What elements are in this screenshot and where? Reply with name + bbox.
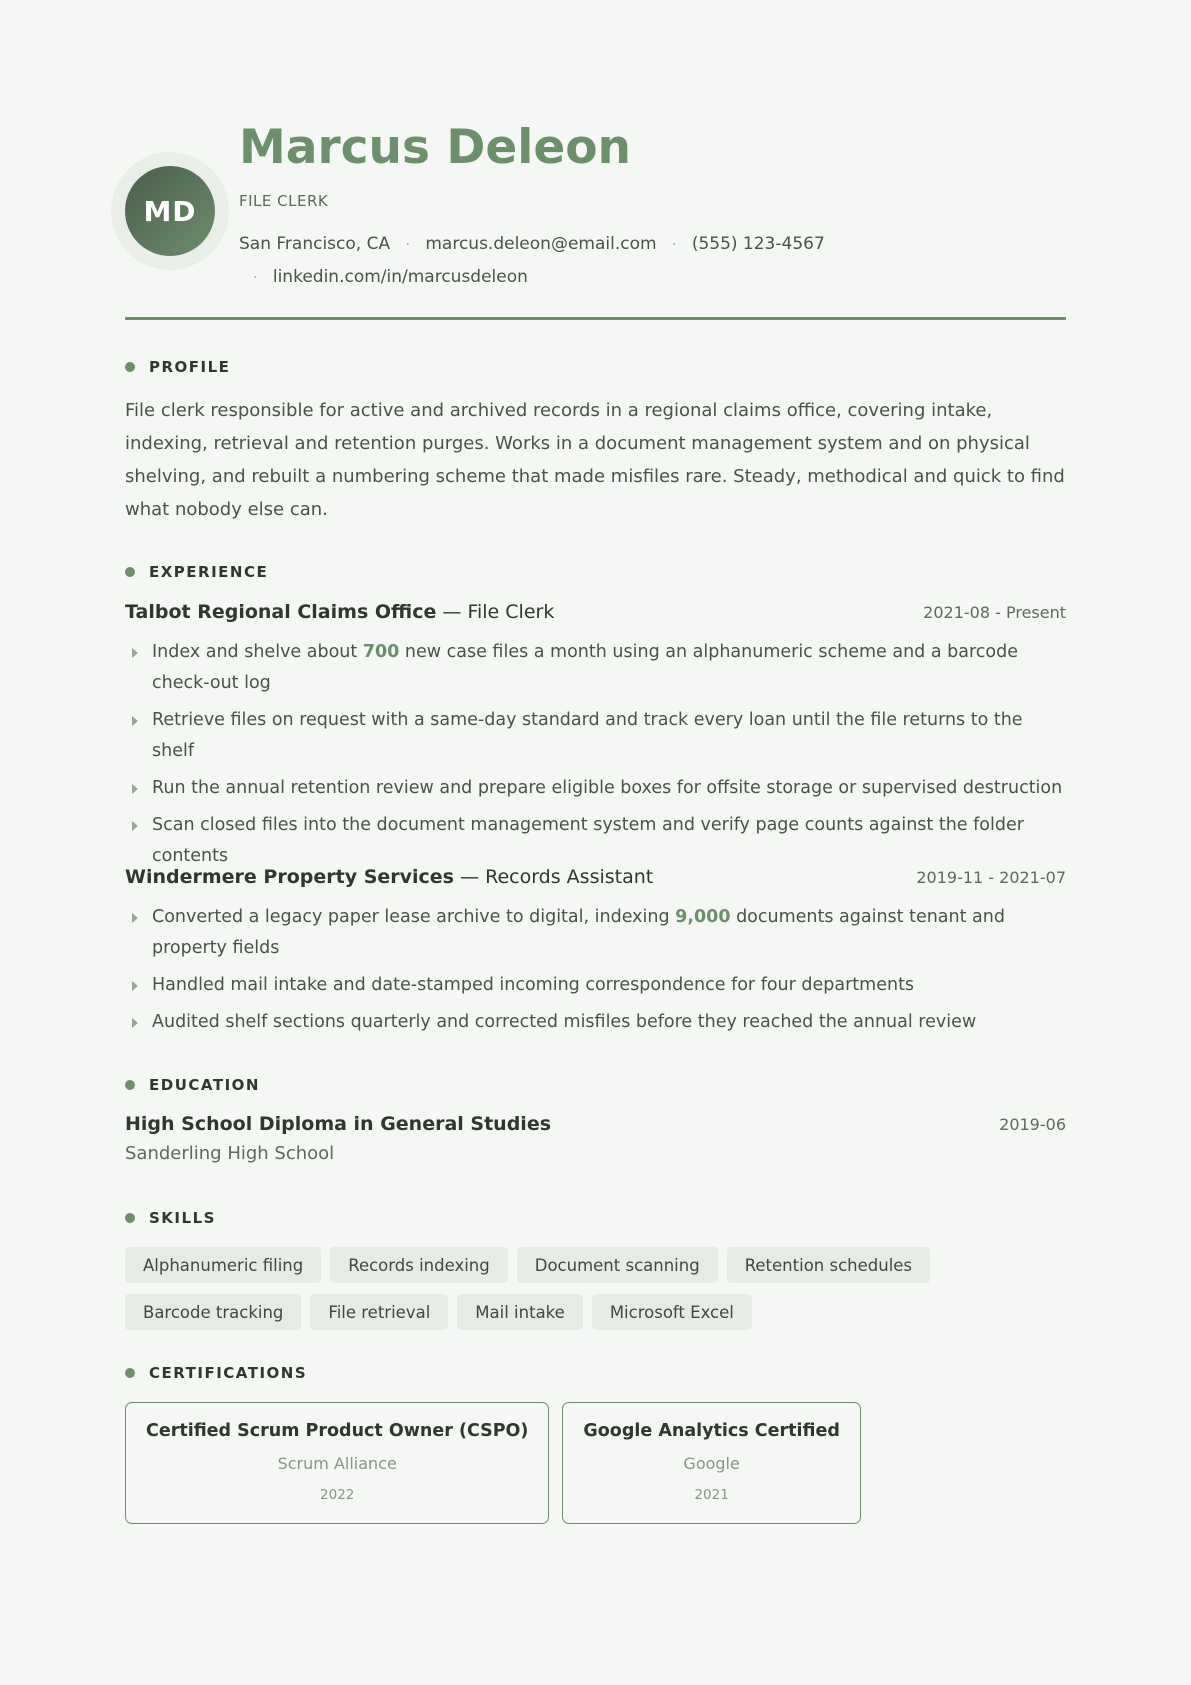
bullet-text: Index and shelve about (152, 642, 363, 662)
contact-phone: (555) 123-4567 (691, 234, 825, 254)
section-title-text: SKILLS (149, 1209, 216, 1227)
section-title-text: CERTIFICATIONS (149, 1364, 308, 1382)
contact-separator: · (405, 237, 410, 253)
education-entry (125, 1113, 1066, 1164)
skills-list (125, 1247, 1066, 1341)
job-bullet (125, 810, 1066, 872)
bullet-text: new case files a month using an alphanumeric scheme and a barcode check-out log (152, 642, 1018, 693)
education-school: Sanderling High School (125, 1143, 335, 1164)
section-title-certifications (125, 1364, 307, 1382)
section-title-skills (125, 1209, 216, 1227)
avatar-initials: MD (143, 194, 197, 228)
certification-name: Certified Scrum Product Owner (CSPO) (146, 1421, 529, 1441)
skill-chip: Alphanumeric filing (125, 1247, 321, 1283)
skill-chip: File retrieval (310, 1294, 448, 1330)
bullet-text: documents against tenant and property fields (152, 907, 1005, 958)
section-title-profile (125, 358, 230, 376)
job-title (125, 866, 653, 888)
skill-chip: Document scanning (517, 1247, 718, 1283)
job-date: 2021-08 - Present (923, 603, 1066, 622)
section-title-text: EXPERIENCE (149, 563, 269, 581)
skill-chip: Mail intake (457, 1294, 583, 1330)
certification-name: Google Analytics Certified (583, 1421, 840, 1441)
certification-card (125, 1402, 549, 1524)
bullet-arrow-icon (132, 821, 138, 831)
section-title-education (125, 1076, 260, 1094)
contact-email[interactable]: marcus.deleon@email.com (425, 234, 657, 254)
job-bullet (125, 902, 1066, 964)
job-title (125, 601, 554, 623)
candidate-name: Marcus Deleon (239, 120, 631, 175)
bullet-arrow-icon (132, 648, 138, 658)
job-position: Records Assistant (485, 866, 654, 888)
job-bullet (125, 1007, 1066, 1038)
bullet-arrow-icon (132, 913, 138, 923)
job-bullet (125, 970, 1066, 1001)
job-bullet (125, 637, 1066, 699)
certification-issuer: Scrum Alliance (277, 1454, 397, 1473)
job-dash: — (436, 601, 468, 623)
job-entry (125, 601, 1066, 878)
bullet-arrow-icon (132, 981, 138, 991)
section-dot-icon (125, 567, 135, 577)
section-title-text: PROFILE (149, 358, 231, 376)
bullet-highlight: 9,000 (675, 907, 731, 927)
job-bullet (125, 705, 1066, 767)
contact-line (253, 267, 528, 287)
education-date: 2019-06 (999, 1115, 1066, 1134)
resume-header (125, 120, 1066, 320)
skill-chip: Retention schedules (727, 1247, 930, 1283)
contact-separator: · (671, 237, 677, 253)
bullet-text: Run the annual retention review and prepare eligible boxes for offsite storage or supervised destruction (152, 778, 1063, 798)
profile-summary: File clerk responsible for active and archived records in a regional claims office, covering intake, indexing, retrieval and retention purges. Works in a document management system and on physical shelving, and rebuilt a numbering scheme that made misfiles rare. Steady, methodical and quick to find what nobody else can. (125, 400, 1065, 520)
job-bullets (125, 637, 1066, 872)
skills-row (125, 1294, 1066, 1330)
certification-year: 2021 (694, 1487, 729, 1503)
contact-separator: · (253, 270, 258, 286)
skill-chip: Barcode tracking (125, 1294, 301, 1330)
bullet-arrow-icon (132, 716, 138, 726)
education-header (125, 1113, 1066, 1135)
contact-location: San Francisco, CA (239, 234, 391, 254)
contact-line (239, 234, 825, 254)
certification-card (562, 1402, 860, 1524)
contact-linkedin[interactable]: linkedin.com/in/marcusdeleon (272, 267, 528, 287)
bullet-text: Retrieve files on request with a same-day standard and track every loan until the file returns to the shelf (152, 710, 1023, 761)
job-dash: — (454, 866, 486, 888)
section-title-experience (125, 563, 268, 581)
section-dot-icon (125, 1368, 135, 1378)
bullet-highlight: 700 (362, 642, 400, 662)
job-organization: Talbot Regional Claims Office (125, 601, 437, 623)
bullet-text: Handled mail intake and date-stamped incoming correspondence for four departments (152, 975, 915, 995)
job-position: File Clerk (467, 601, 555, 623)
bullet-arrow-icon (132, 1018, 138, 1028)
job-bullets (125, 902, 1066, 1038)
bullet-text: Audited shelf sections quarterly and corrected misfiles before they reached the annual review (152, 1012, 977, 1032)
resume-page (125, 0, 1066, 1685)
skill-chip: Microsoft Excel (592, 1294, 752, 1330)
avatar (125, 166, 215, 256)
candidate-role: FILE CLERK (239, 192, 329, 210)
job-entry (125, 866, 1066, 1044)
certification-year: 2022 (320, 1487, 355, 1503)
skill-chip: Records indexing (330, 1247, 508, 1283)
section-title-text: EDUCATION (149, 1076, 260, 1094)
job-header (125, 601, 1066, 631)
bullet-text: Scan closed files into the document management system and verify page counts against the folder contents (152, 815, 1024, 866)
bullet-text: Converted a legacy paper lease archive to digital, indexing (152, 907, 676, 927)
job-header (125, 866, 1066, 896)
section-dot-icon (125, 1080, 135, 1090)
job-organization: Windermere Property Services (125, 866, 454, 888)
job-date: 2019-11 - 2021-07 (916, 868, 1066, 887)
section-dot-icon (125, 1213, 135, 1223)
job-bullet (125, 773, 1066, 804)
bullet-arrow-icon (132, 784, 138, 794)
certification-issuer: Google (683, 1454, 740, 1473)
skills-row (125, 1247, 1066, 1283)
certifications-list (125, 1402, 861, 1524)
education-degree: High School Diploma in General Studies (125, 1113, 552, 1135)
section-dot-icon (125, 362, 135, 372)
